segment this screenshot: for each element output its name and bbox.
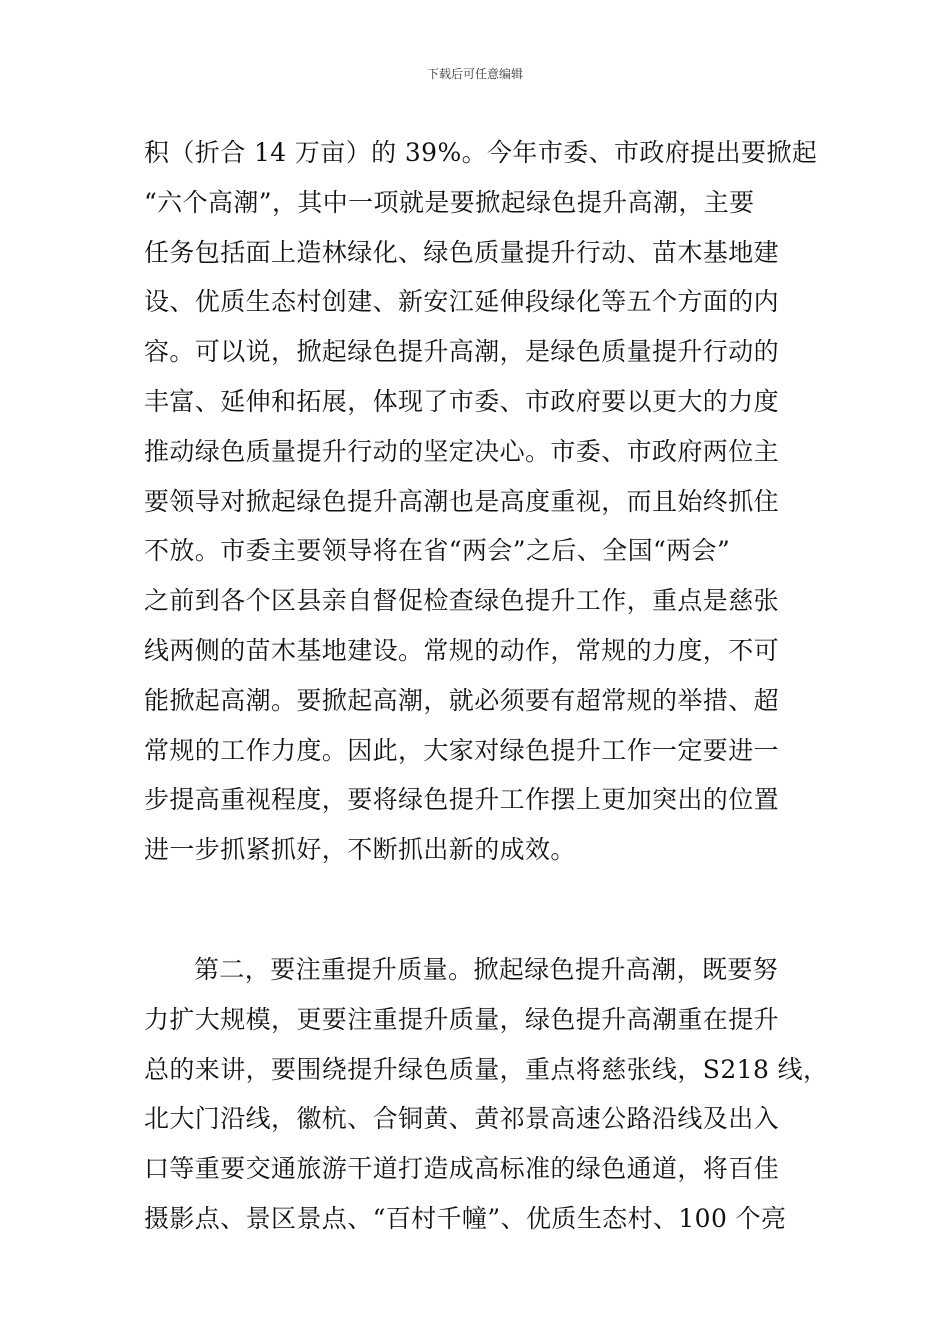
text-line: 步提高重视程度，要将绿色提升工作摆上更加突出的位置 [144, 785, 780, 815]
text-line: 总的来讲，要围绕提升绿色质量，重点将慈张线，S218 线， [144, 1054, 829, 1084]
paragraph-1 [144, 128, 834, 875]
text-line: 线两侧的苗木基地建设。常规的动作，常规的力度，不可 [144, 635, 780, 665]
text-line: 容。可以说，掀起绿色提升高潮，是绿色质量提升行动的 [144, 337, 780, 367]
text-line: 进一步抓紧抓好，不断抓出新的成效。 [144, 835, 576, 865]
text-line: 不放。市委主要领导将在省“两会”之后、全国“两会” [144, 536, 731, 566]
paragraph-2 [144, 945, 834, 1244]
paragraph-gap [144, 875, 834, 945]
text-line: 常规的工作力度。因此，大家对绿色提升工作一定要进一 [144, 735, 780, 765]
text-line: 任务包括面上造林绿化、绿色质量提升行动、苗木基地建 [144, 237, 780, 267]
text-line: 摄影点、景区景点、“百村千幢”、优质生态村、100 个亮 [144, 1203, 787, 1233]
text-line: 能掀起高潮。要掀起高潮，就必须要有超常规的举措、超 [144, 685, 780, 715]
text-line: “六个高潮”，其中一项就是要掀起绿色提升高潮，主要 [144, 187, 755, 217]
text-line: 推动绿色质量提升行动的坚定决心。市委、市政府两位主 [144, 436, 780, 466]
page-header: 下载后可任意编辑 [426, 67, 523, 81]
text-line: 北大门沿线，徽杭、合铜黄、黄祁景高速公路沿线及出入 [144, 1104, 780, 1134]
text-line: 口等重要交通旅游干道打造成高标准的绿色通道，将百佳 [144, 1154, 780, 1184]
text-line: 之前到各个区县亲自督促检查绿色提升工作，重点是慈张 [144, 586, 780, 616]
document-body [144, 128, 834, 1244]
text-line: 力扩大规模，更要注重提升质量，绿色提升高潮重在提升 [144, 1004, 780, 1034]
text-line: 要领导对掀起绿色提升高潮也是高度重视，而且始终抓住 [144, 486, 780, 516]
text-line: 第二，要注重提升质量。掀起绿色提升高潮，既要努 [194, 954, 779, 984]
text-line: 积（折合 14 万亩）的 39%。今年市委、市政府提出要掀起 [144, 138, 818, 167]
text-line: 设、优质生态村创建、新安江延伸段绿化等五个方面的内 [144, 287, 780, 317]
text-line: 丰富、延伸和拓展，体现了市委、市政府要以更大的力度 [144, 386, 780, 416]
